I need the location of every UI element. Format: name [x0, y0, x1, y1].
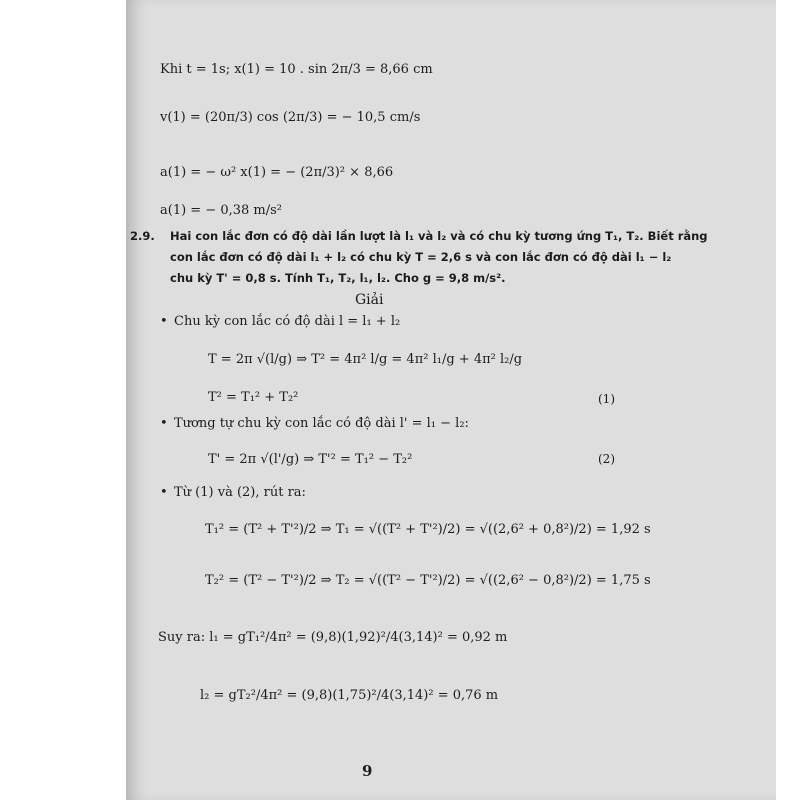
- equation-number-2: (2): [598, 452, 615, 466]
- equation-3: T' = 2π √(l'/g) ⇒ T'² = T₁² − T₂²: [208, 452, 413, 467]
- bullet-dot-icon: •: [160, 485, 168, 500]
- problem-line-3: chu kỳ T' = 0,8 s. Tính T₁, T₂, l₁, l₂. Cho g = 9,8 m/s².: [170, 271, 506, 285]
- bullet-1: [160, 314, 400, 330]
- bullet-2: [160, 416, 469, 432]
- equation-7: l₂ = gT₂²/4π² = (9,8)(1,75)²/4(3,14)² = 0,76 m: [200, 688, 499, 703]
- line-v1: v(1) = (20π/3) cos (2π/3) = − 10,5 cm/s: [160, 110, 421, 125]
- equation-number-1: (1): [598, 392, 615, 406]
- page-number: 9: [362, 762, 373, 780]
- line-x1: Khi t = 1s; x(1) = 10 . sin 2π/3 = 8,66 cm: [160, 62, 433, 77]
- problem-line-1: Hai con lắc đơn có độ dài lần lượt là l₁ và l₂ và có chu kỳ tương ứng T₁, T₂. Biết rằng: [170, 229, 708, 243]
- solution-heading: Giải: [355, 292, 384, 308]
- bullet-dot-icon: •: [160, 314, 168, 329]
- equation-4: T₁² = (T² + T'²)/2 ⇒ T₁ = √((T² + T'²)/2) = √((2,6² + 0,8²)/2) = 1,92 s: [205, 522, 651, 537]
- equation-5: T₂² = (T² − T'²)/2 ⇒ T₂ = √((T² − T'²)/2) = √((2,6² − 0,8²)/2) = 1,75 s: [205, 573, 651, 588]
- bullet-1-text: Chu kỳ con lắc có độ dài l = l₁ + l₂: [174, 314, 401, 329]
- bullet-3-text: Từ (1) và (2), rút ra:: [174, 485, 306, 500]
- equation-1: T = 2π √(l/g) ⇒ T² = 4π² l/g = 4π² l₁/g + 4π² l₂/g: [208, 352, 523, 367]
- bullet-2-text: Tương tự chu kỳ con lắc có độ dài l' = l₁ − l₂:: [174, 416, 469, 431]
- problem-number: 2.9.: [130, 229, 155, 243]
- bullet-dot-icon: •: [160, 416, 168, 431]
- line-a1: a(1) = − ω² x(1) = − (2π/3)² × 8,66: [160, 165, 394, 180]
- line-a1-result: a(1) = − 0,38 m/s²: [160, 203, 283, 218]
- equation-2: T² = T₁² + T₂²: [208, 390, 299, 405]
- equation-6: Suy ra: l₁ = gT₁²/4π² = (9,8)(1,92)²/4(3,14)² = 0,92 m: [158, 630, 508, 645]
- bullet-3: [160, 485, 306, 501]
- problem-line-2: con lắc đơn có độ dài l₁ + l₂ có chu kỳ T = 2,6 s và con lắc đơn có độ dài l₁ − l₂: [170, 250, 672, 264]
